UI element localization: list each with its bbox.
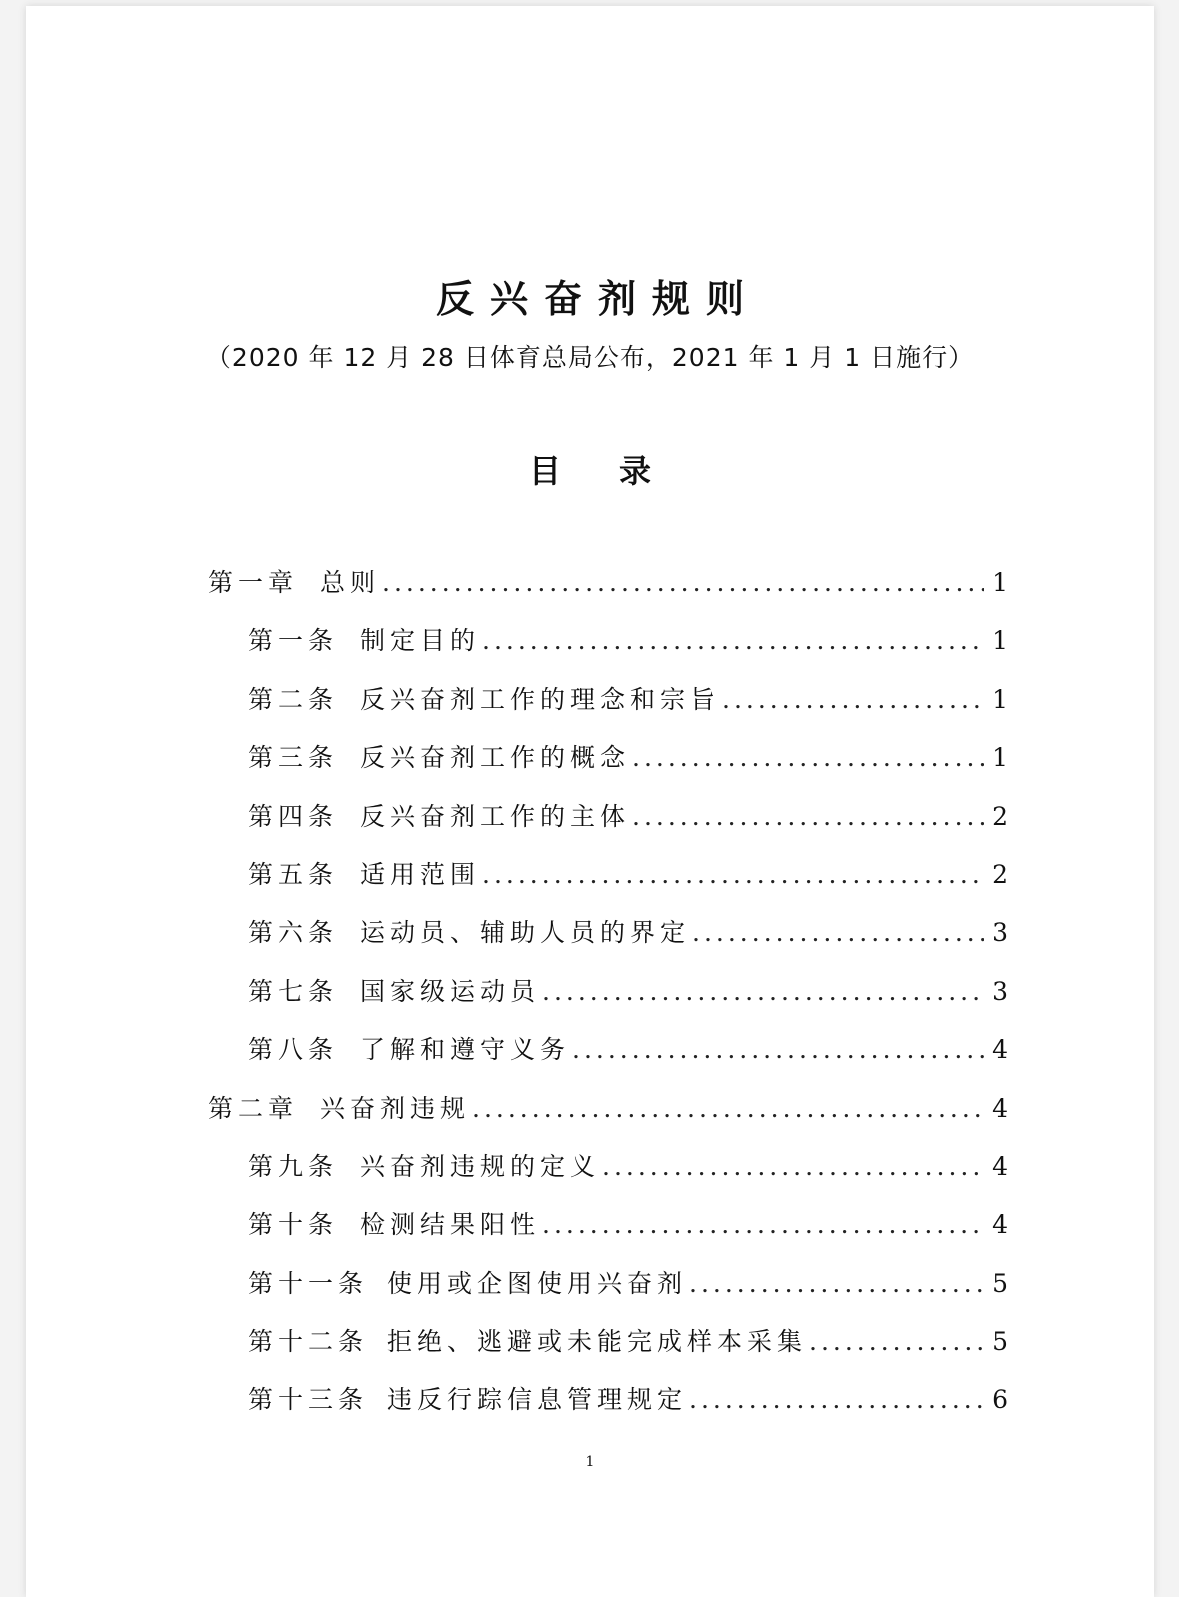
toc-entry-number: 第六条 <box>248 918 339 948</box>
toc-leader-dots <box>542 1210 984 1239</box>
toc-leader-dots <box>482 626 984 655</box>
toc-entry-article-11[interactable] <box>208 1264 1008 1322</box>
toc-entry-article-10[interactable] <box>208 1205 1008 1263</box>
toc-heading <box>26 446 1154 492</box>
toc-entry-article-1[interactable] <box>208 621 1008 679</box>
toc-leader-dots <box>572 1035 984 1064</box>
toc-leader-dots <box>542 977 984 1006</box>
toc-leader-dots <box>602 1152 984 1181</box>
document-page <box>26 6 1154 1597</box>
toc-leader-dots <box>722 685 984 714</box>
toc-entry-title: 检测结果阳性 <box>360 1210 541 1240</box>
toc-leader-dots <box>632 802 984 831</box>
toc-entry-number: 第二章 <box>208 1093 299 1123</box>
toc-entry-page: 6 <box>992 1385 1008 1415</box>
toc-entry-title: 反兴奋剂工作的主体 <box>360 801 631 831</box>
toc-leader-dots <box>382 568 984 597</box>
table-of-contents <box>208 563 1008 1439</box>
toc-entry-article-9[interactable] <box>208 1147 1008 1205</box>
page-number: 1 <box>585 1454 595 1470</box>
toc-entry-page: 4 <box>992 1210 1008 1240</box>
document-subtitle: （2020 年 12 月 28 日体育总局公布，2021 年 1 月 1 日施行） <box>205 343 975 372</box>
toc-heading-char-2: 录 <box>619 452 652 490</box>
toc-entry-number: 第一条 <box>248 626 339 656</box>
toc-entry-title: 制定目的 <box>360 626 481 656</box>
toc-entry-article-5[interactable] <box>208 855 1008 913</box>
toc-entry-page: 2 <box>992 859 1008 889</box>
toc-entry-number: 第十一条 <box>248 1268 369 1298</box>
toc-entry-article-12[interactable] <box>208 1322 1008 1380</box>
toc-entry-page: 1 <box>992 743 1008 773</box>
toc-entry-number: 第一章 <box>208 568 299 597</box>
toc-entry-page: 4 <box>992 1093 1008 1123</box>
toc-entry-number: 第四条 <box>248 801 339 831</box>
toc-entry-chapter-2[interactable] <box>208 1089 1008 1147</box>
toc-entry-number: 第十条 <box>248 1210 339 1240</box>
toc-entry-title: 使用或企图使用兴奋剂 <box>387 1268 688 1298</box>
toc-entry-number: 第十三条 <box>248 1385 369 1415</box>
document-title: 反兴奋剂规则 <box>435 277 760 321</box>
toc-leader-dots <box>809 1327 984 1356</box>
toc-entry-article-7[interactable] <box>208 972 1008 1030</box>
toc-entry-page: 5 <box>992 1327 1008 1357</box>
toc-entry-title: 反兴奋剂工作的概念 <box>360 743 631 773</box>
toc-entry-title: 国家级运动员 <box>360 976 541 1006</box>
toc-entry-number: 第九条 <box>248 1151 339 1181</box>
toc-entry-page: 2 <box>992 801 1008 831</box>
toc-entry-title: 运动员、辅助人员的界定 <box>360 918 691 948</box>
toc-entry-page: 4 <box>992 1151 1008 1181</box>
toc-entry-title: 拒绝、逃避或未能完成样本采集 <box>387 1327 808 1357</box>
toc-heading-char-1: 目 <box>528 452 561 490</box>
toc-entry-page: 3 <box>992 976 1008 1006</box>
toc-leader-dots <box>482 860 984 889</box>
toc-entry-title: 反兴奋剂工作的理念和宗旨 <box>360 684 721 714</box>
toc-entry-number: 第十二条 <box>248 1327 369 1357</box>
toc-entry-article-2[interactable] <box>208 680 1008 738</box>
toc-entry-page: 1 <box>992 684 1008 714</box>
toc-leader-dots <box>472 1094 984 1123</box>
toc-entry-number: 第七条 <box>248 976 339 1006</box>
toc-entry-number: 第五条 <box>248 859 339 889</box>
toc-entry-article-4[interactable] <box>208 797 1008 855</box>
toc-entry-number: 第二条 <box>248 684 339 714</box>
toc-entry-title: 适用范围 <box>360 859 481 889</box>
toc-entry-page: 4 <box>992 1035 1008 1065</box>
toc-entry-title: 违反行踪信息管理规定 <box>387 1385 688 1415</box>
toc-entry-title: 兴奋剂违规 <box>320 1093 471 1123</box>
toc-entry-page: 3 <box>992 918 1008 948</box>
toc-entry-page: 1 <box>992 626 1008 656</box>
toc-entry-page: 5 <box>992 1268 1008 1298</box>
toc-entry-article-3[interactable] <box>208 738 1008 796</box>
toc-entry-chapter-1[interactable] <box>208 563 1008 621</box>
toc-entry-number: 第三条 <box>248 743 339 773</box>
toc-leader-dots <box>692 918 984 947</box>
toc-entry-article-8[interactable] <box>208 1030 1008 1088</box>
toc-entry-article-13[interactable] <box>208 1380 1008 1438</box>
toc-leader-dots <box>689 1269 984 1298</box>
toc-leader-dots <box>632 743 984 772</box>
toc-entry-title: 总则 <box>320 568 381 597</box>
toc-entry-title: 了解和遵守义务 <box>360 1035 571 1065</box>
toc-leader-dots <box>689 1385 984 1414</box>
toc-entry-title: 兴奋剂违规的定义 <box>360 1151 601 1181</box>
toc-entry-article-6[interactable] <box>208 913 1008 971</box>
toc-entry-page: 1 <box>992 568 1008 597</box>
toc-entry-number: 第八条 <box>248 1035 339 1065</box>
